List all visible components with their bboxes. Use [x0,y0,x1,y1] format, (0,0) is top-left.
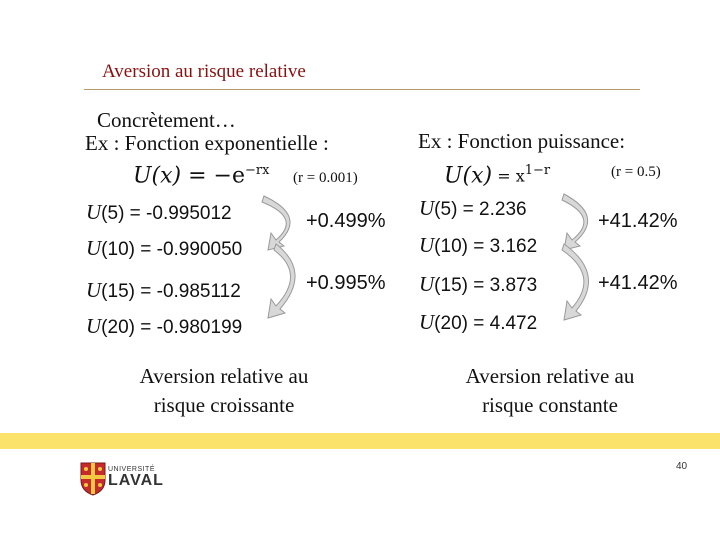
left-formula-eq: = −e [181,163,245,189]
right-value-fn: U [419,196,435,220]
right-value-arg: (15) = [434,275,490,296]
right-conclusion-line2: risque constante [482,393,618,417]
university-logo-text [108,466,164,489]
left-change-1: +0.499% [306,210,386,232]
right-value-fn: U [419,233,435,257]
left-value: -0.995012 [146,203,232,224]
right-value-arg: (10) = [434,236,490,257]
right-value: 3.873 [489,275,538,296]
right-conclusion-line1: Aversion relative au [465,364,635,388]
left-value-fn: U [86,314,102,338]
right-change-1: +41.42% [598,210,678,232]
right-heading: Ex : Fonction puissance: [418,129,626,153]
right-formula-eq: = x [492,166,525,186]
left-value-arg: (10) = [101,239,157,260]
curved-arrow-icon [262,196,290,250]
right-value-fn: U [419,272,435,296]
left-value-fn: U [86,278,102,302]
page-number: 40 [676,461,688,472]
curved-arrow-icon [562,194,588,250]
slide-subtitle: Concrètement… [97,108,236,132]
left-value: -0.980199 [156,317,243,338]
left-formula-lhs: U(x) [133,163,182,189]
left-change-2: +0.995% [306,272,386,294]
left-conclusion-line2: risque croissante [153,393,295,417]
left-value-fn: U [86,236,102,260]
right-value-arg: (5) = [434,199,480,220]
right-value-fn: U [419,310,435,334]
footer-band [0,433,720,449]
left-heading: Ex : Fonction exponentielle : [85,131,329,155]
left-conclusion-line1: Aversion relative au [139,364,309,388]
left-value-fn: U [86,200,102,224]
right-value: 4.472 [489,313,538,334]
slide-title: Aversion au risque relative [102,61,306,82]
curved-arrow-icon [268,244,295,318]
logo-line1: UNIVERSITÉ [108,466,156,473]
left-value: -0.990050 [156,239,243,260]
right-value-arg: (20) = [434,313,490,334]
right-change-2: +41.42% [598,272,678,294]
right-value: 3.162 [489,236,538,257]
left-value: -0.985112 [156,281,241,302]
right-formula-exponent: 1−r [524,163,551,178]
right-param: (r = 0.5) [611,164,661,180]
curved-arrow-icon [562,244,589,320]
left-value-arg: (20) = [101,317,157,338]
left-value-arg: (5) = [101,203,147,224]
university-crest-icon [80,462,106,496]
logo-line2: LAVAL [108,472,164,489]
right-formula-lhs: U(x) [444,163,493,189]
left-formula-exponent: −rx [245,163,270,178]
left-value-arg: (15) = [101,281,157,302]
left-param: (r = 0.001) [293,170,358,186]
right-value: 2.236 [479,199,527,220]
